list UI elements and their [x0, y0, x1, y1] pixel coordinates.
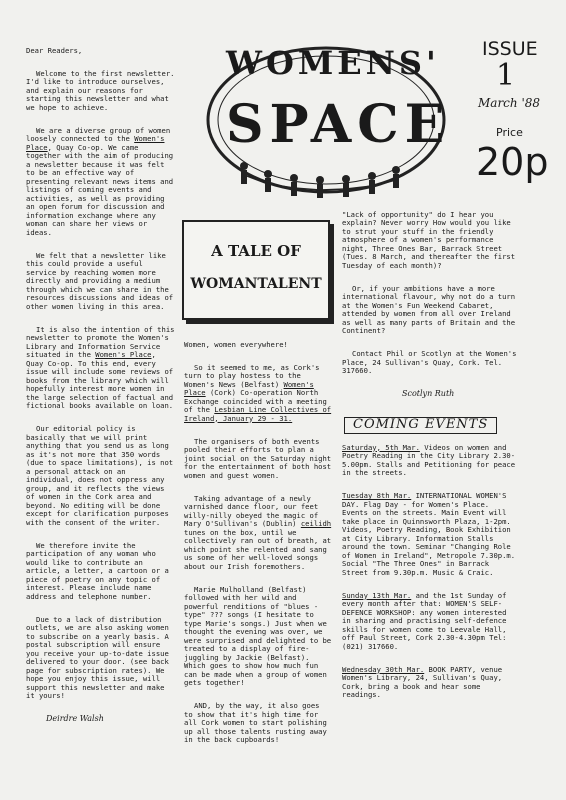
event-1-text: Videos on women and Poetry Reading in the City Library 2.30-5.00pm. Stalls and Petitioning for peace in the streets. — [342, 442, 516, 477]
editorial-p1: Welcome to the first newsletter. I'd like to introduce ourselves, and explain our reasons for starting this newsletter and what we hope to achieve. — [26, 68, 175, 112]
event-3-date: Sunday 13th Mar. — [342, 590, 412, 600]
tale-p4a: Taking advantage of a newly varnished dance floor, our feet willy-nilly obeyed the magic of Mary O'Sullivan's (Dublin) — [184, 493, 319, 528]
issue-date: March '88 — [478, 96, 541, 110]
event-3 — [342, 592, 518, 652]
tale-p2a: So it seemed to me, as Cork's turn to play hostess to the Women's News (Belfast) — [184, 362, 320, 389]
event-4-text: BOOK PARTY, venue Women's Library, 24, Sullivan's Quay, Cork, bring a book and hear some readings. — [342, 664, 503, 699]
issue-label: ISSUE — [482, 38, 538, 60]
event-4 — [342, 666, 518, 700]
editorial-p4c: , Quay Co-op. To this end, every issue will include some reviews of books from the library which will hopefully interest more women in the large selection of factual and fictional books available on loan. — [26, 350, 174, 410]
event-2-date: Tuesday 8th Mar. — [342, 491, 412, 500]
event-1 — [342, 444, 518, 478]
price-value: 20p — [476, 140, 549, 184]
right-p3: Contact Phil or Scotlyn at the Women's Place, 24 Sullivan's Quay, Cork. Tel. 317660. — [342, 349, 517, 375]
tale-p2 — [184, 364, 332, 424]
right-column — [342, 202, 518, 714]
editorial-column — [26, 38, 176, 732]
salutation: Dear Readers, — [26, 45, 83, 55]
events-heading: COMING EVENTS — [344, 417, 497, 434]
editorial-p4a: It is also the intention of this newsletter to promote the Women's Library and Information Service situated in the — [26, 324, 175, 359]
tale-p5: Marie Mulholland (Belfast) followed with her wild and powerful renditions of "blues -type" ??? songs (I hesitate to type Marie's songs.) Just when we thought the evening was over, we were surprised and delighted to be treated to a display of fire-juggling by Jackie (Belfast). Which goes to show how much fun can be made when a group of women gets together! — [184, 584, 332, 687]
right-p2: Or, if your ambitions have a more international flavour, why not do a turn at the Women's Fun Weekend Cabaret, attended by women from all over Ireland as well as many parts of Britain and the Continent? — [342, 283, 516, 335]
editorial-p2a: We are a diverse group of women loosely connected to the — [26, 125, 171, 143]
editorial-p2c: , Quay Co-op. We came together with the aim of producing a newsletter because it was felt to be an effective way of presenting relevant news items and listings of coming events and activities, as well as providing an open forum for discussion and information exchange where any woman can share her views or ideas. — [26, 142, 174, 237]
tale-column — [184, 332, 332, 759]
tale-p4c: tunes on the box, until we collectively ran out of breath, at which point she relented and sang us some of her well-loved songs about our Irish foremothers. — [184, 527, 332, 571]
price-label: Price — [496, 126, 523, 139]
right-signature: Scotlyn Ruth — [402, 389, 455, 398]
womens-place-link: Women's Place — [26, 134, 165, 152]
tale-p4 — [184, 495, 332, 572]
event-2 — [342, 492, 518, 577]
masthead-logo — [196, 38, 456, 208]
editorial-p3: We felt that a newsletter like this could provide a useful service by reaching women more directly and providing a medium through which we can share in the resources discussions and ideas of other women living in this area. — [26, 250, 174, 311]
editorial-p5: Our editorial policy is basically that we will print anything that you send us as long as it's not more that 350 words (due to space limitations), is not a personal attack on an individual, does not oppress any group, and it reflects the views of women in the Cork area and beyond. No editing will be done except for clarification purposes with the consent of the writer. — [26, 424, 174, 527]
event-4-date: Wednesday 30th Mar. — [342, 664, 425, 674]
tale-ceilidh: ceilidh — [300, 519, 332, 528]
tale-p1: Women, women everywhere! — [184, 339, 288, 349]
editorial-p2 — [26, 127, 176, 238]
tale-p6: AND, by the way, it also goes to show that it's high time for all Cork women to start polishing up all those talents rusting away in the back cupboards! — [184, 701, 327, 744]
event-1-date: Saturday, 5th Mar. — [342, 442, 420, 452]
event-3-text: and the 1st Sunday of every month after that: WOMEN'S SELF-DEFENCE WORKSHOP: any women interested in sharing and practising self-defence skills for women come to Leevale Hall, off Paul Street, Cork 2.30-4.30pm Tel: (021) 317660. — [342, 590, 507, 651]
tale-womens-place: Women's Place — [184, 379, 314, 397]
editorial-p7: Due to a lack of distribution outlets, we are also asking women to subscribe on a yearly basis. A postal subscription will ensure you receive your up-to-date issue delivered to your door. (see back page for subscription rates). We hope you enjoy this issue, will support this newsletter and make it yours! — [26, 614, 169, 700]
tale-p2c: (Cork) Co-operation North Exchange coincided with a meeting of the — [184, 388, 327, 414]
editorial-signature: Deirdre Walsh — [46, 714, 104, 723]
masthead-title-bottom: SPACE — [226, 94, 451, 155]
womens-place-link-2: Women's Place — [95, 350, 152, 359]
masthead-title-top: WOMENS' — [226, 44, 440, 82]
right-p1: "Lack of opportunity" do I hear you explain? Never worry How would you like to strut your stuff in the friendly atmosphere of a women's performance night, Three Ones Bar, Barrack Street (Tues. 8 March, and thereafter the first Tuesday of each month)? — [342, 209, 516, 270]
tale-line1: A TALE OF — [211, 242, 301, 260]
tale-p3: The organisers of both events pooled their efforts to plan a joint social on the Saturday night for the entertainment of both host women and guest women. — [184, 436, 332, 480]
tale-heading-box — [182, 220, 330, 320]
issue-number: 1 — [496, 58, 516, 93]
tale-line2: WOMANTALENT — [190, 276, 322, 292]
editorial-p6: We therefore invite the participation of any woman who would like to contribute an article, a letter, a cartoon or a piece of poetry on any topic of interest. Please include name address and telephone number. — [26, 540, 169, 601]
event-2-text: INTERNATIONAL WOMEN'S DAY. Flag Day - for Women's Place. Events on the streets. Main Event will take place in Quinnsworth Plaza, 1-2pm. Videos, Poetry Reading, Book Exhibition at City Library. Information Stalls around the town. Seminar "Changing Role of Women in Ireland", Metropole 7.30p.m. Social "The Three Ones" in Barrack Street from 9.30p.m. Music & Craic. — [342, 491, 516, 577]
tale-lesbian-line: Lesbian Line Collectives of Ireland, January 29 - 31. — [184, 405, 332, 423]
editorial-p4 — [26, 326, 176, 411]
